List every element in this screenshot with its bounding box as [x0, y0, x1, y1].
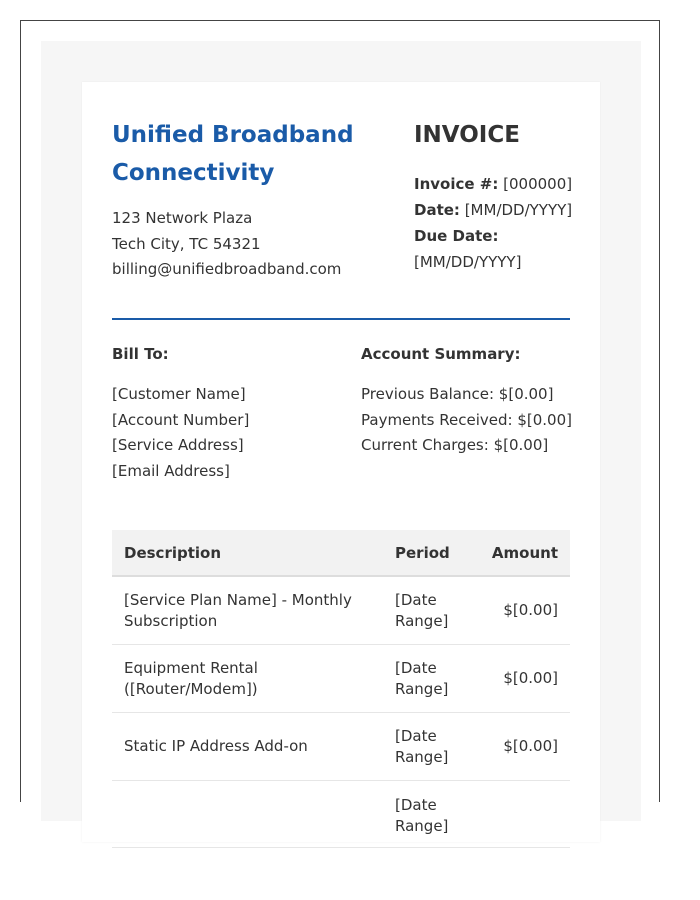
bill-to-heading: Bill To: — [112, 345, 169, 363]
invoice-meta — [414, 171, 579, 275]
row-amount: $[0.00] — [503, 737, 558, 755]
address-line-2: Tech City, TC 54321 — [112, 234, 261, 253]
account-summary-heading: Account Summary: — [361, 345, 521, 363]
table-row — [112, 713, 570, 781]
row-description: Static IP Address Add-on — [124, 737, 308, 755]
document-frame — [20, 20, 660, 835]
account-summary-details — [361, 382, 572, 459]
company-address — [112, 206, 341, 283]
invoice-title: INVOICE — [414, 122, 520, 148]
header-period: Period — [395, 543, 450, 562]
email-address: [Email Address] — [112, 461, 230, 480]
row-amount: $[0.00] — [503, 669, 558, 687]
invoice-date-label: Date: — [414, 201, 460, 219]
row-period: [Date Range] — [395, 726, 449, 766]
table-header — [112, 530, 570, 577]
header-divider — [112, 318, 570, 320]
due-date-label: Due Date: — [414, 227, 499, 245]
invoice-paper — [82, 82, 600, 842]
row-description: Equipment Rental ([Router/Modem]) — [124, 658, 258, 698]
invoice-number-value: [000000] — [503, 175, 573, 193]
table-row — [112, 781, 570, 848]
invoice-date-line — [414, 197, 579, 223]
row-description: [Service Plan Name] - Monthly Subscription — [124, 590, 352, 630]
payments-received: Payments Received: $[0.00] — [361, 410, 572, 429]
due-date-value: [MM/DD/YYYY] — [414, 253, 522, 271]
invoice-number-line — [414, 171, 579, 197]
table-row — [112, 645, 570, 713]
charges-table — [112, 530, 570, 848]
company-name: Unified Broadband Connectivity — [112, 122, 354, 186]
current-charges: Current Charges: $[0.00] — [361, 436, 549, 455]
table-row — [112, 577, 570, 645]
bill-to-details — [112, 382, 249, 484]
invoice-number-label: Invoice #: — [414, 175, 499, 193]
invoice-date-value: [MM/DD/YYYY] — [464, 201, 573, 219]
row-amount: $[0.00] — [503, 601, 558, 619]
row-period: [Date Range] — [395, 590, 449, 630]
row-period: [Date Range] — [395, 796, 449, 835]
row-period: [Date Range] — [395, 658, 449, 698]
header-description: Description — [124, 543, 222, 562]
billing-email: billing@unifiedbroadband.com — [112, 260, 342, 278]
customer-name: [Customer Name] — [112, 385, 246, 403]
address-line-1: 123 Network Plaza — [112, 209, 253, 227]
due-date-line — [414, 223, 579, 275]
page-backdrop — [41, 41, 641, 835]
service-address: [Service Address] — [112, 436, 244, 455]
header-amount: Amount — [491, 543, 558, 562]
account-number: [Account Number] — [112, 410, 250, 429]
previous-balance: Previous Balance: $[0.00] — [361, 385, 554, 403]
